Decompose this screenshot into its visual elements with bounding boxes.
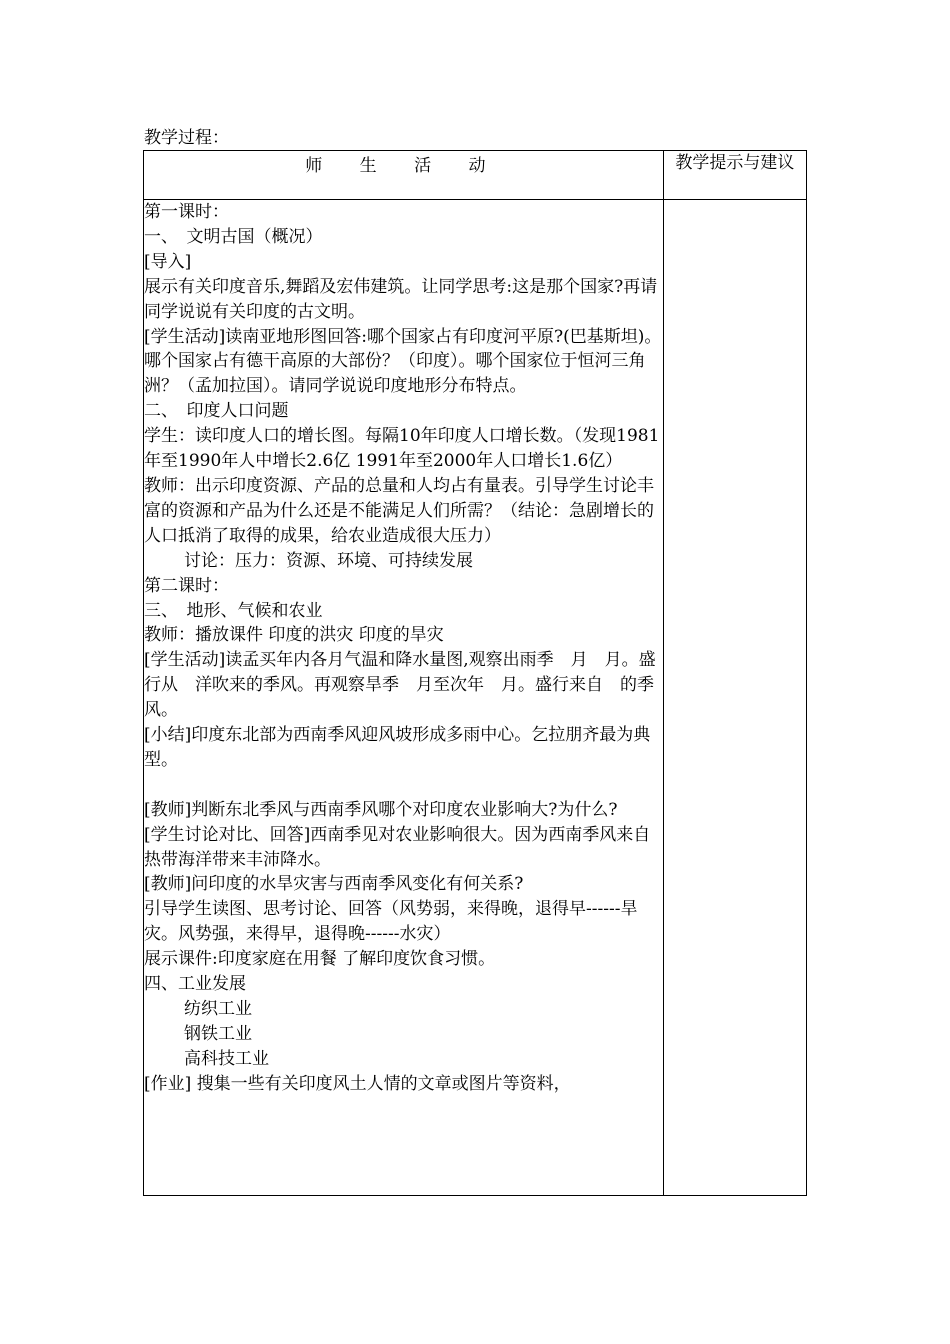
text-line: [学生讨论对比、回答]西南季见对农业影响很大。因为西南季风来自热带海洋带来丰沛降水。 [144,824,651,870]
table-header-row [144,151,807,200]
text-line: [学生活动]读南亚地形图回答:哪个国家占有印度河平原?(巴基斯坦)。哪个国家占有德干高原的大部份？（印度）。哪个国家位于恒河三角洲？（孟加拉国）。请同学说说印度地形分布特点。 [144,326,662,397]
text-line: 二、 印度人口问题 [144,401,289,422]
tips-content [663,200,806,1196]
text-line: 引导学生读图、思考讨论、回答（风势弱，来得晚，退得早------旱灾。风势强，来得早，退得晚------水灾） [144,899,638,945]
text-line: 四、工业发展 [144,974,246,995]
text-line: [导入] [144,251,192,272]
text-line: 三、 地形、气候和农业 [144,600,323,621]
text-line: 钢铁工业 [184,1023,252,1044]
lesson-table [143,150,807,1196]
text-line: 展示有关印度音乐,舞蹈及宏伟建筑。让同学思考:这是那个国家?再请同学说说有关印度的古文明。 [144,276,658,322]
activity-content [144,200,664,1196]
text-line: 第二课时： [144,575,229,596]
table-body-row [144,200,807,1196]
text-line: [作业] 搜集一些有关印度风土人情的文章或图片等资料， [144,1073,571,1094]
blank-line [144,773,663,798]
text-line: 教师：出示印度资源、产品的总量和人均占有量表。引导学生讨论丰富的资源和产品为什么还是不能满足人们所需？（结论：急剧增长的人口抵消了取得的成果，给农业造成很大压力） [144,475,654,546]
text-line: 纺织工业 [184,998,252,1019]
text-line: 学生：读印度人口的增长图。每隔10年印度人口增长数。（发现1981年至1990年人中增长2.6亿 1991年至2000年人口增长1.6亿） [144,426,660,472]
text-line: [教师]问印度的水旱灾害与西南季风变化有何关系? [144,874,524,895]
text-line: [教师]判断东北季风与西南季风哪个对印度农业影响大?为什么? [144,799,618,820]
activity-column-header: 师 生 活 动 [144,151,664,200]
text-line: 展示课件:印度家庭在用餐 了解印度饮食习惯。 [144,949,496,970]
text-line: 讨论：压力：资源、环境、可持续发展 [184,550,473,571]
section-title: 教学过程： [144,128,229,148]
tips-column-header: 教学提示与建议 [663,151,806,200]
text-line: [小结]印度东北部为西南季风迎风坡形成多雨中心。乞拉朋齐最为典型。 [144,725,651,770]
text-line: 第一课时： [144,202,229,222]
text-line: 高科技工业 [184,1048,269,1069]
text-line: 教师：播放课件 印度的洪灾 印度的旱灾 [144,625,444,646]
text-line: 一、 文明古国（概况） [144,226,323,247]
text-line: [学生活动]读孟买年内各月气温和降水量图,观察出雨季 月 月。盛行从 洋吹来的季风。再观察旱季 月至次年 月。盛行来自 的季风。 [144,650,656,721]
